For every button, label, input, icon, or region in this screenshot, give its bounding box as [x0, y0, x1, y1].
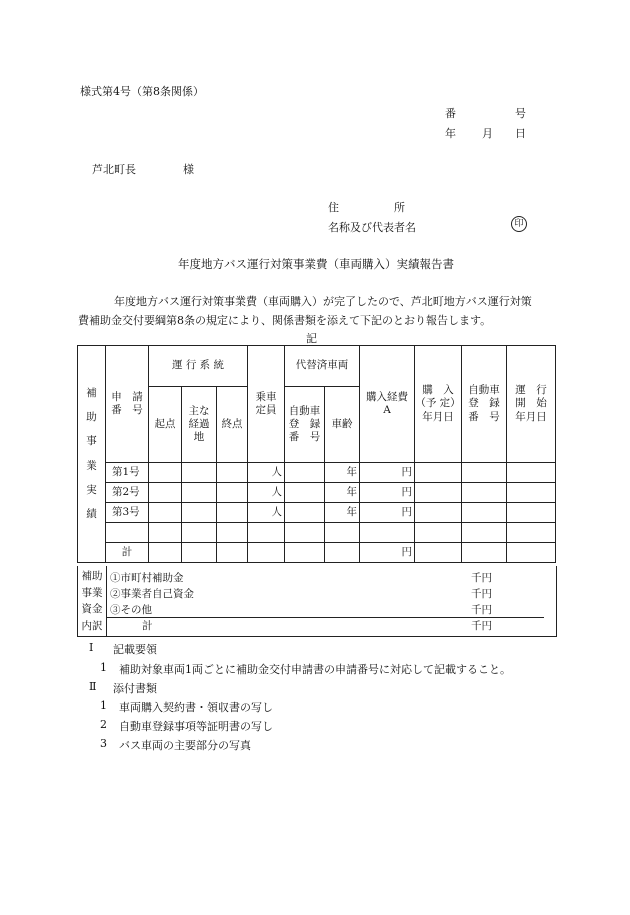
date-month: 月	[482, 127, 493, 140]
addressee-honorific: 様	[183, 163, 194, 176]
funding-breakdown	[77, 566, 557, 637]
ki-label: 記	[306, 332, 317, 345]
sec2-title: 添付書類	[113, 682, 157, 695]
sec2-item-text: バス車両の主要部分の写真	[119, 739, 251, 752]
body-line-2: 費補助金交付要綱第8条の規定により、関係書類を添えて下記のとおり報告します。	[78, 314, 492, 327]
date-day: 日	[515, 127, 526, 140]
op-start-header: 運 行 開 始 年月日	[507, 346, 556, 463]
sec1-title: 記載要領	[113, 643, 157, 656]
age-header: 車齢	[325, 387, 360, 463]
replaced-vehicle-header: 代替済車両	[285, 346, 360, 387]
app-no-header: 申 請 番 号	[106, 346, 149, 463]
sec2-item-text: 自動車登録事項等証明書の写し	[119, 720, 273, 733]
reg-no-header: 自動車 登 録 番 号	[285, 387, 325, 463]
sec1-item-text: 補助対象車両1両ごとに補助金交付申請書の申請番号に対応して記載すること。	[119, 663, 511, 676]
results-table	[77, 345, 556, 563]
purchase-date-header: 購 入 （予 定） 年月日	[415, 346, 462, 463]
representative-label: 名称及び代表者名	[328, 221, 416, 234]
table-row: 第2号 人 年 円	[78, 483, 556, 503]
body-line-1: 年度地方バス運行対策事業費（車両購入）が完了したので、芦北町地方バス運行対策	[114, 295, 532, 308]
table-row	[78, 523, 556, 543]
total-row: 計 円	[78, 543, 556, 563]
sec2-item-num: 1	[100, 699, 107, 712]
address-label: 住 所	[328, 201, 405, 214]
sec1-number: Ⅰ	[89, 641, 94, 654]
breakdown-label: 補助 事業 資金 内訳	[78, 566, 107, 636]
side-label: 補 助 事 業 実 績	[78, 346, 106, 563]
route-header: 運 行 系 統	[149, 346, 248, 387]
sec2-item-text: 車両購入契約書・領収書の写し	[119, 701, 273, 714]
end-header: 終点	[217, 387, 248, 463]
breakdown-item: ③その他 千円	[106, 601, 544, 618]
sec2-item-num: 3	[100, 737, 107, 750]
sec1-item-num: 1	[100, 661, 107, 674]
car-reg-header: 自動車 登 録 番 号	[462, 346, 507, 463]
addressee-name: 芦北町長	[92, 163, 136, 176]
capacity-header: 乗車 定員	[248, 346, 285, 463]
report-title: 年度地方バス運行対策事業費（車両購入）実績報告書	[178, 257, 454, 271]
table-row: 第3号 人 年 円	[78, 503, 556, 523]
form-number: 様式第4号（第8条関係）	[80, 85, 204, 98]
breakdown-item: 計 千円	[142, 620, 492, 632]
sec2-item-num: 2	[100, 718, 107, 731]
via-header: 主な 経過 地	[182, 387, 217, 463]
seal-mark: 印	[511, 216, 527, 232]
number-label-1: 番	[445, 107, 456, 120]
date-year: 年	[445, 127, 456, 140]
breakdown-item: ②事業者自己資金 千円	[110, 588, 492, 600]
start-header: 起点	[149, 387, 182, 463]
sec2-number: Ⅱ	[89, 680, 97, 693]
cost-header: 購入経費 A	[360, 346, 415, 463]
breakdown-item: ①市町村補助金 千円	[110, 572, 492, 584]
table-row: 第1号 人 年 円	[78, 463, 556, 483]
number-label-2: 号	[515, 107, 526, 120]
